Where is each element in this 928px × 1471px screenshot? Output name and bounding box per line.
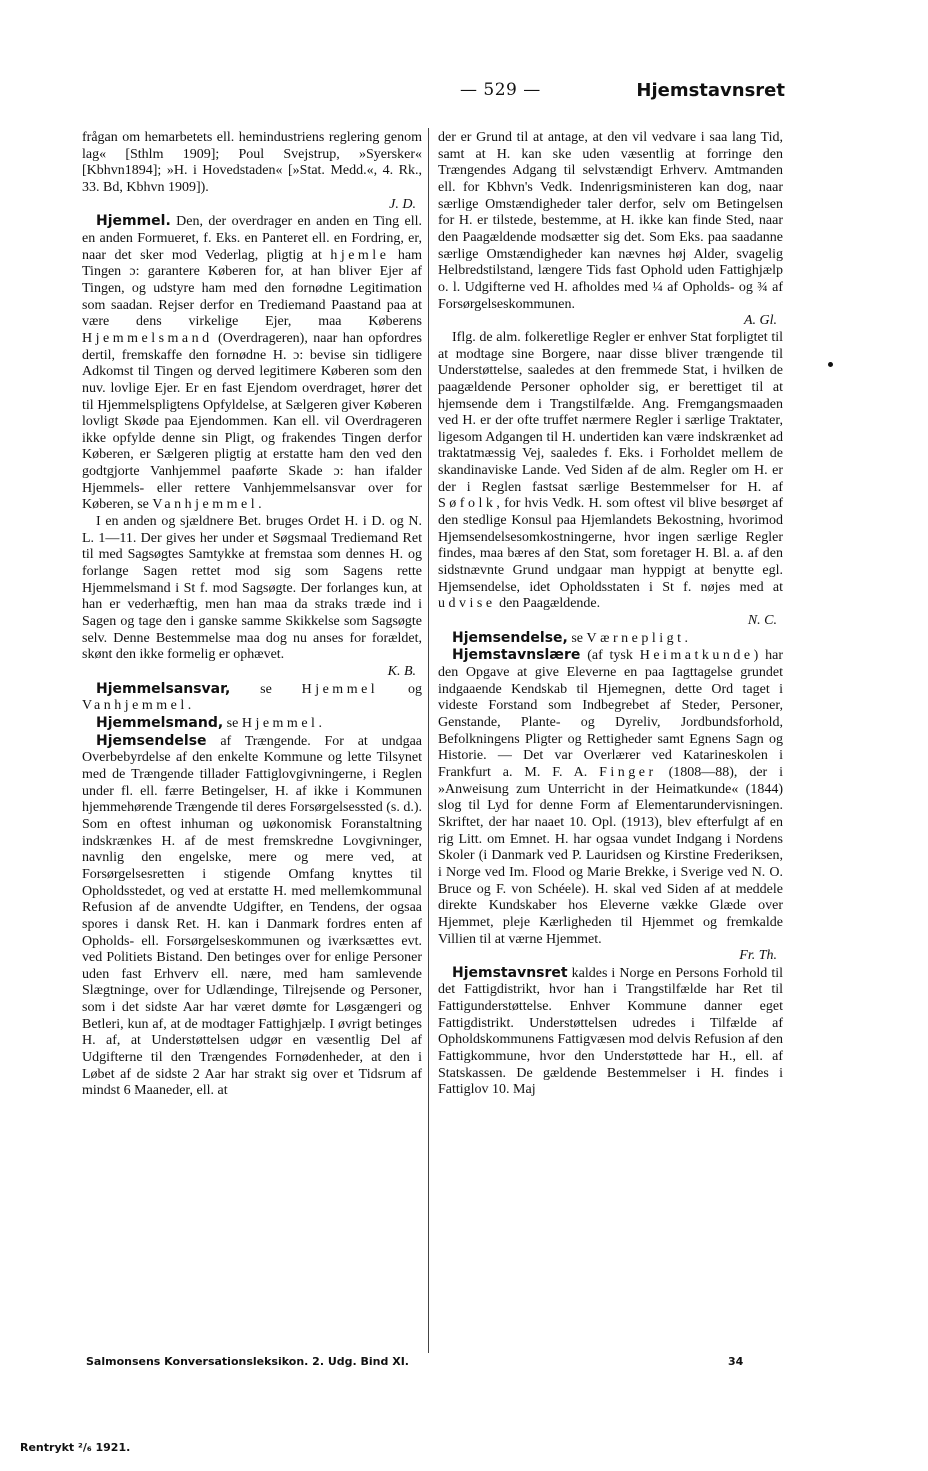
- signature: J. D.: [389, 196, 416, 212]
- margin-dot: [828, 362, 833, 367]
- headword: Hjemsendelse: [96, 732, 207, 749]
- spaced-term: Finger: [599, 764, 657, 780]
- cross-reference: Vanhjemmel: [82, 698, 188, 714]
- spaced-term: Hjemmelsmand: [82, 330, 213, 346]
- entry-continuation: frågan om hemarbetets ell. hemindustriens reglering genom lag« [Sthlm 1909]; Poul Svejstrup, »Syersker« [Kbhvn1894]; »H. i Hovedstaden« [»Stat. Medd.«, 4. Rk., 33. Bd, Kbhvn 1909]).: [82, 130, 422, 195]
- spaced-term: hjemle: [330, 247, 390, 263]
- column-divider: [428, 128, 429, 1353]
- entry-hjemsendelse: Hjemsendelse af Trængende. For at undgaa Overbebyrdelse af den enkelte Kommune og lette Tilsynet med de Trængende tillader Fattiglovgivningerne, i Reglen under fl. ell. færre Betingelser, H. af ikke i Kommunen hjemmehørende Trængende til deres Forsørgelsessted (s. d.). Som en oftest inhuman og uøkonomisk Foranstaltning indskrænkes H. af de mest fremskredne Lovgivninger, navnlig den engelske, mere og mere ved, at Forsørgelsesretten i stigende Omfang knyttes til Opholdsstedet, og ved at erstatte H. med mellemkommunal Refusion af de anvendte Udgifter, en Tendens, der ogsaa spores i dansk Ret. H. kan i Danmark fordres enten af Opholds- ell. Forsørgelseskommunen og iværksættes evt. ved Politiets Bistand. Den betinges over for enlige Personer uden fast Erhverv ell. nære, med ham samlevende Slægtninge, over for Udlændinge, Tilrejsende og Personer, som i det sidste Aar har været dømte for Løsgængeri og Betleri, kun af, at de modtager Fattighjælp. I øvrigt betinges H. af, at Understøttelsen udgør en væsentlig Del af Udgifterne til den Trængendes Fornødenheder, at den i Løbet af de sidste 2 Aar har strakt sig over et Tidsrum af mindst 6 Maaneder, ell. at: [82, 732, 422, 1099]
- headword: Hjemstavnslære: [452, 647, 581, 664]
- sheet-number: 34: [728, 1355, 744, 1368]
- signature: Fr. Th.: [739, 948, 777, 964]
- entry-hjemmelsmand: Hjemmelsmand, se Hjemmel.: [96, 714, 322, 731]
- spaced-term: Heimatkunde: [639, 648, 754, 664]
- cross-reference: Hjemmel: [241, 715, 319, 731]
- left-column: [82, 130, 422, 1100]
- page-header: [80, 80, 785, 104]
- right-column: [438, 130, 783, 1099]
- entry-hjemstavnslaere: Hjemstavnslære (af tysk Heimatkunde) har den Opgave at give Eleverne en paa Iagttagelse grundet indgaaende Kendskab til Hjemegnen, dette Ord taget i videste Forstand som Indbegrebet af Steder, Personer, Genstande, Plante- og Dyreliv, Jordbundsforhold, Befolkningens Pligter og Rettigheder samt Egnens Sagn og Historie. — Det var Overlærer ved Katarineskolen i Frankfurt a. M. F. A. Finger (1808—88), der i »Anweisung zum Unterricht in der Heimatkunde« (1844) slog til Lyd for denne Form af Elementarundervisningen. Skriftet, der har naaet 10. Opl. (1913), blev efterfulgt af en rig Litt. om Emnet. H. har ogsaa vundet Indgang i Nordens Skoler (i Danmark ved P. Lauridsen og Kirstine Frederiksen, i Norge ved Im. Flood og Marie Brekke, i Sverige ved N. O. Bruce og F. von Schéele). H. skal ved Siden af at meddele direkte Kundskaber hos Eleverne vække Glæde over Hjemmet, pleje Kærligheden til Hjemmet og fremkalde Villien til at værne Hjemmet.: [438, 647, 783, 947]
- entry-paragraph: Iflg. de alm. folkeretlige Regler er enhver Stat forpligtet til at modtage sine Borgere, naar disse bliver trængende til Understøttelse, saaledes at den fremmede Stat, i hvilken de paagældende Personer opholder sig, er berettiget til at hjemsende dem i Trangstilfælde. Ang. Fremgangsmaaden ved H. er der ofte truffet nærmere Regler i særlige Traktater, ligesom Adgangen til H. undertiden kan være indskrænket ad traktatmæssig Vej, saaledes f. Eks. i Forholdet mellem de skandinaviske Lande. Ved Siden af de alm. Regler om H. er der i Reglen fastsat særlige Bestemmelser for H. af Søfolk, for hvis Vedk. H. som oftest vil blive besørget af den stedlige Konsul paa Hjemlandets Bekostning, hvorimod Hjemsendelsesomkostningerne, hvor ingen særlige Regler findes, maa bæres af den Stat, som foretager H. Bl. a. af den sidstnævnte Grund undgaar man hyppigt at benytte egl. Hjemsendelse, idet Opholdsstaten i St f. nøjes med at udvise den Paagældende.: [438, 329, 783, 612]
- spaced-term: Søfolk: [438, 496, 497, 512]
- running-head: Hjemstavnsret: [636, 80, 785, 101]
- cross-reference: Værnepligt: [586, 630, 685, 646]
- cross-reference: Vanhjemmel: [152, 497, 259, 513]
- headword: Hjemsendelse,: [452, 629, 568, 646]
- entry-hjemsendelse-xref: Hjemsendelse, se Værnepligt.: [452, 629, 689, 646]
- entry-paragraph: I en anden og sjældnere Bet. bruges Ordet H. i D. og N. L. 1—11. Der gives her under et Søgsmaal Trediemand Ret til med Sagsøgtes Samtykke at fremstaa som dennes H. og forlange Sagen rettet mod sig som Sagens rette Hjemmelsmand i St f. mod Sagsøgte. Der forlanges kun, at han er vederhæftig, men han maa da straks træde ind i Sagen og tage den i ganske samme Skikkelse som Sagsøgte selv. Denne Bestemmelse maa dog nu anses for forældet, skønt den ikke formelig er ophævet.: [82, 514, 422, 663]
- page-number: — 529 —: [460, 80, 541, 100]
- entry-hjemstavnsret: Hjemstavnsret kaldes i Norge en Persons Forhold til det Fattigdistrikt, hvor han i Trangstilfælde har Ret til Fattigunderstøttelse. Enhver Kommune danner eget Fattigdistrikt. Understøttelsen udredes i Tilfælde af Opholdskommunens Fattigvæsen mod delvis Refusion af den Fattigkommune, hvor den Understøttede har H., ell. af Statskassen. De gældende Bestemmelser i H. findes i Fattiglov 10. Maj: [438, 964, 783, 1098]
- entry-hjemmel: Hjemmel. Den, der overdrager en anden en Ting ell. en anden Formueret, f. Eks. en Panteret ell. en Fordring, er, naar det sker mod Vederlag, pligtig at hjemle ham Tingen ɔ: garantere Køberen for, at han bliver Ejer af Tingen, og udstyre ham med den fornødne Legitimation som saadan. Rejser derfor en Trediemand Paastand paa at være dens virkelige Ejer, maa Køberens Hjemmelsmand (Overdrageren), naar han opfordres dertil, fremskaffe den fornødne H. ɔ: bevise sin tidligere Adkomst til Tingen og derved legitimere Køberen som den nuv. lovlige Ejer. Er en fast Ejendom overdraget, hører det til Hjemmelspligtens Opfyldelse, at Sælgeren giver Køberen lovligt Skøde paa Ejendommen. Kan ell. vil Overdrageren ikke opfylde denne sin Pligt, og frakendes Tingen derfor Køberen, er Sælgeren pligtig at erstatte ham den ved den godtgjorte Vanhjemmel paaførte Skade ɔ: han ifalder Hjemmels- eller rettere Vanhjemmelsansvar over for Køberen, se Vanhjemmel.: [82, 213, 422, 513]
- signature: A. Gl.: [743, 313, 777, 329]
- reprint-note: Rentrykt ²/₆ 1921.: [20, 1441, 131, 1454]
- spaced-term: udvise: [438, 596, 496, 612]
- signature: K. B.: [387, 664, 416, 679]
- cross-reference: Hjemmel: [301, 681, 379, 697]
- entry-continuation: der er Grund til at antage, at den vil vedvare i saa lang Tid, samt at H. kan ske uden væsentlig at forringe den Trængendes Adgang til selvstændigt Erhverv. Amtmanden ell. for Kbhvn's Vedk. Indenrigsministeren kan dog, naar særlige Omstændigheder taler derfor, selv om Betingelsen for H. er tilstede, bestemme, at H. ikke kan finde Sted, naar den Paagældende modsætter sig det. Som Eks. paa saadanne særlige Omstændigheder kan nævnes høj Alder, svagelig Helbredstilstand, længere Tids fast Ophold uden Fattighjælp o. l. Udgifterne ved H. afholdes med ¼ af Opholds- og ¾ af Forsørgelseskommunen.: [438, 130, 783, 312]
- headword: Hjemstavnsret: [452, 964, 568, 981]
- headword: Hjemmel.: [96, 213, 171, 230]
- headword: Hjemmelsmand,: [96, 714, 224, 731]
- entry-hjemmelsansvar: Hjemmelsansvar, se Hjemmel og Vanhjemmel.: [82, 680, 423, 714]
- headword: Hjemmelsansvar,: [96, 680, 231, 697]
- source-line: Salmonsens Konversationsleksikon. 2. Udg. Bind XI.: [86, 1355, 409, 1368]
- signature: N. C.: [747, 613, 777, 629]
